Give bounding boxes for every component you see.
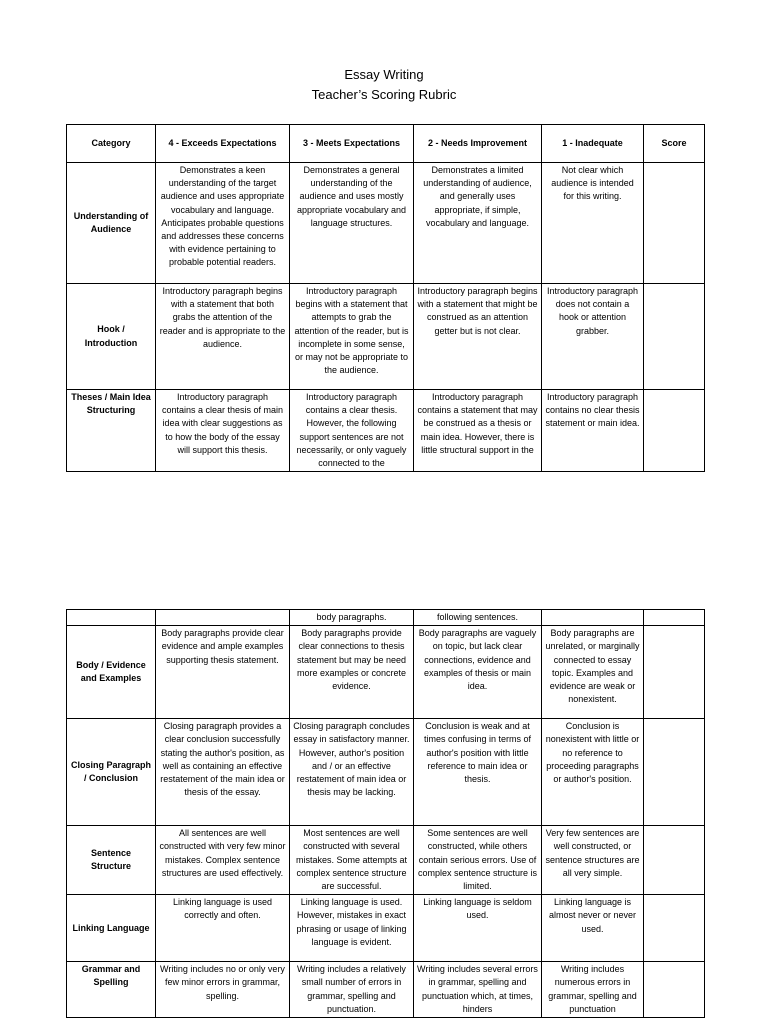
level-2-cell: Demonstrates a limited understanding of audience, and generally uses appropriate, if simple, vocabulary and language. (414, 163, 542, 284)
level-2-text: Writing includes several errors in grammar, spelling and punctuation which, at times, hinders (417, 964, 538, 1014)
table-row (67, 962, 705, 1018)
score-cell[interactable] (644, 284, 705, 390)
level-3-cell: Linking language is used. However, mistakes in exact phrasing or usage of linking language is evident. (290, 895, 414, 962)
table-row (67, 895, 705, 962)
level-2-cell (414, 962, 542, 1018)
table-row (67, 719, 705, 826)
level-1-cell: Very few sentences are well constructed, or sentence structures are all very simple. (542, 826, 644, 895)
continuation-cell: body paragraphs. (290, 610, 414, 626)
table-row (67, 284, 705, 390)
header-score: Score (644, 125, 705, 163)
category-label: Grammar and Spelling (67, 962, 156, 1018)
table-row (67, 390, 705, 472)
continuation-cell (67, 610, 156, 626)
level-4-text: Writing includes no or only very few minor errors in grammar, spelling. (160, 964, 285, 1001)
continuation-cell (644, 610, 705, 626)
rubric-table-bottom (66, 609, 705, 1018)
level-1-cell: Linking language is almost never or never used. (542, 895, 644, 962)
continuation-cell (542, 610, 644, 626)
level-4-cell: Linking language is used correctly and often. (156, 895, 290, 962)
level-2-text: Introductory paragraph contains a statement that may be construed as a thesis or main idea. However, there is little structural support in the (417, 392, 538, 455)
table-row (67, 163, 705, 284)
level-2-cell: Linking language is seldom used. (414, 895, 542, 962)
category-label: Closing Paragraph / Conclusion (67, 719, 156, 826)
level-3-cell: Closing paragraph concludes essay in satisfactory manner. However, author's position and / or an effective restatement of main idea or thesis may be lacking. (290, 719, 414, 826)
category-label: Linking Language (67, 895, 156, 962)
score-cell[interactable] (644, 826, 705, 895)
level-4-cell (156, 390, 290, 472)
category-label: Theses / Main Idea Structuring (67, 390, 156, 472)
header-row (67, 125, 705, 163)
score-cell[interactable] (644, 895, 705, 962)
score-cell[interactable] (644, 626, 705, 719)
level-2-cell: Some sentences are well constructed, while others contain serious errors. Use of complex sentence structure is limited. (414, 826, 542, 895)
header-inadequate: 1 - Inadequate (542, 125, 644, 163)
category-label: Sentence Structure (67, 826, 156, 895)
level-2-cell: Body paragraphs are vaguely on topic, but lack clear connections, evidence and examples of thesis or main idea. (414, 626, 542, 719)
rubric-table-top (66, 124, 705, 472)
category-label: Body / Evidence and Examples (67, 626, 156, 719)
level-4-cell (156, 962, 290, 1018)
table-row (67, 826, 705, 895)
continuation-row (67, 610, 705, 626)
level-3-text: Introductory paragraph contains a clear thesis. However, the following support sentences are not necessarily, or only vaguely connected to the (296, 392, 407, 469)
level-2-cell: Introductory paragraph begins with a statement that might be construed as an attention getter but is not clear. (414, 284, 542, 390)
level-3-cell: Body paragraphs provide clear connections to thesis statement but may be need more examples or concrete evidence. (290, 626, 414, 719)
level-3-cell: Introductory paragraph begins with a statement that attempts to grab the attention of the reader, but is incomplete in some sense, or may not be appropriate to the audience. (290, 284, 414, 390)
level-1-cell: Body paragraphs are unrelated, or marginally connected to essay topic. Examples and evidence are weak or nonexistent. (542, 626, 644, 719)
level-3-cell (290, 390, 414, 472)
score-cell[interactable] (644, 962, 705, 1018)
score-cell[interactable] (644, 719, 705, 826)
header-exceeds: 4 - Exceeds Expectations (156, 125, 290, 163)
level-2-cell (414, 390, 542, 472)
level-1-text: Introductory paragraph contains no clear thesis statement or main idea. (545, 392, 640, 429)
header-needs-improvement: 2 - Needs Improvement (414, 125, 542, 163)
level-3-cell (290, 962, 414, 1018)
level-3-cell: Demonstrates a general understanding of the audience and uses mostly appropriate vocabulary and language structures. (290, 163, 414, 284)
level-1-cell: Not clear which audience is intended for this writing. (542, 163, 644, 284)
level-1-cell: Introductory paragraph does not contain a hook or attention grabber. (542, 284, 644, 390)
level-4-cell: Body paragraphs provide clear evidence and ample examples supporting thesis statement. (156, 626, 290, 719)
category-label: Hook / Introduction (67, 284, 156, 390)
level-2-cell: Conclusion is weak and at times confusing in terms of author's position with little reference to main idea or thesis. (414, 719, 542, 826)
level-4-cell: Introductory paragraph begins with a statement that both grabs the attention of the reader and is appropriate to the audience. (156, 284, 290, 390)
level-1-cell (542, 390, 644, 472)
level-3-text: Writing includes a relatively small number of errors in grammar, spelling and punctuation. (297, 964, 406, 1014)
level-4-cell: Demonstrates a keen understanding of the target audience and uses appropriate vocabulary and language. Anticipates probable questions and addresses these concerns with evidence pertaining to probable potential readers. (156, 163, 290, 284)
document-title: Essay Writing (344, 67, 424, 82)
continuation-cell: following sentences. (414, 610, 542, 626)
level-1-text: Writing includes numerous errors in grammar, spelling and punctuation (548, 964, 637, 1014)
document-subtitle: Teacher’s Scoring Rubric (311, 87, 457, 102)
table-row (67, 626, 705, 719)
level-1-cell: Conclusion is nonexistent with little or no reference to proceeding paragraphs or author's position. (542, 719, 644, 826)
header-meets: 3 - Meets Expectations (290, 125, 414, 163)
category-label: Understanding of Audience (67, 163, 156, 284)
level-1-cell (542, 962, 644, 1018)
continuation-cell (156, 610, 290, 626)
level-3-cell: Most sentences are well constructed with several mistakes. Some attempts at complex sentence structure are successful. (290, 826, 414, 895)
header-category: Category (67, 125, 156, 163)
level-4-cell: All sentences are well constructed with very few minor mistakes. Complex sentence structures are used effectively. (156, 826, 290, 895)
score-cell[interactable] (644, 163, 705, 284)
level-4-cell: Closing paragraph provides a clear conclusion successfully stating the author's position, as well as containing an effective restatement of the main idea or thesis of the essay. (156, 719, 290, 826)
level-4-text: Introductory paragraph contains a clear thesis of main idea with clear suggestions as to how the body of the essay will support this thesis. (161, 392, 284, 455)
score-cell[interactable] (644, 390, 705, 472)
